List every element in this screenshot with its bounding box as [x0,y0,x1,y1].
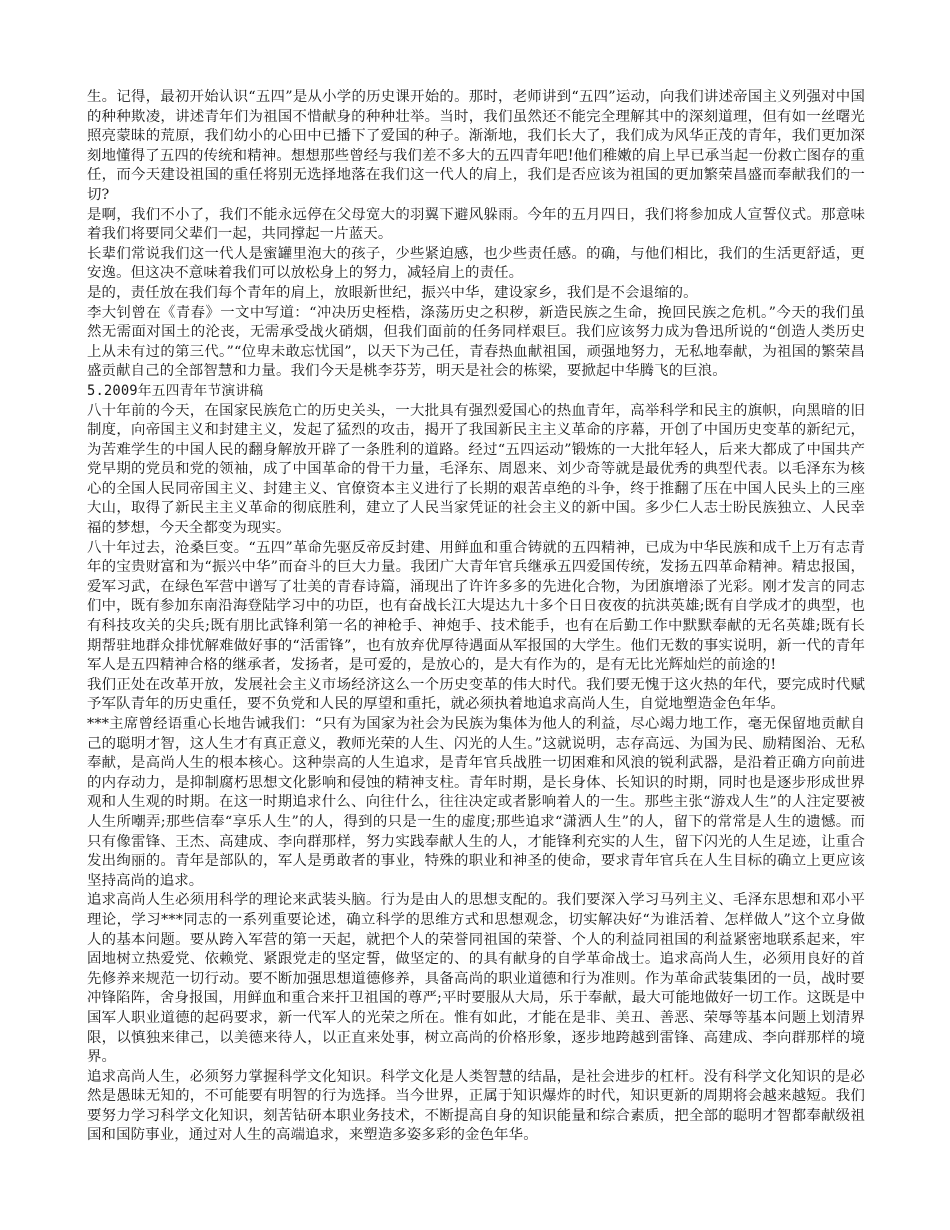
section-heading: 5.2009年五四青年节演讲稿 [87,382,264,399]
paragraph: 是的，责任放在我们每个青年的肩上，放眼新世纪，振兴中华，建设家乡，我们是不会退缩的。 [87,284,698,301]
paragraph: 生。记得，最初开始认识“五四”是从小学的历史课开始的。那时，老师讲到“五四”运动，向我们讲述帝国主义列强对中国的种种欺凌，讲述青年们为祖国不惜献身的种种壮举。当时，我们虽然还不能完全理解其中的深刻道理，但有如一丝曙光照亮蒙昧的荒原，我们幼小的心田中已播下了爱国的种子。渐渐地，我们长大了，我们成为风华正茂的青年，我们更加深刻地懂得了五四的传统和精神。想想那些曾经与我们差不多大的五四青年吧!他们稚嫩的肩上早已承当起一份救亡图存的重任，而今天建设祖国的重任将别无选择地落在我们这一代人的肩上，我们是否应该为祖国的更加繁荣昌盛而奉献我们的一切? [87,89,865,203]
paragraph: 是啊，我们不小了，我们不能永远停在父母宽大的羽翼下避风躲雨。今年的五月四日，我们将参加成人宣誓仪式。那意味着我们将要同父辈们一起，共同撑起一片蓝天。 [87,206,865,243]
document-body [87,88,865,1146]
paragraph: 追求高尚人生，必须努力掌握科学文化知识。科学文化是人类智慧的结晶，是社会进步的杠杆。没有科学文化知识的是必然是愚昧无知的，不可能要有明智的行为选择。当今世界，正属于知识爆炸的时代，知识更新的周期将会越来越短。我们要努力学习科学文化知识，刻苦钻研本职业务技术，不断提高自身的知识能量和综合素质，把全部的聪明才智都奉献级祖国和国防事业，通过对人生的高端追求，来塑造多姿多彩的金色年华。 [87,1068,865,1144]
paragraph: 八十年前的今天，在国家民族危亡的历史关头，一大批具有强烈爱国心的热血青年，高举科学和民主的旗帜，向黑暗的旧制度，向帝国主义和封建主义，发起了猛烈的攻击，揭开了我国新民主主义革命的序幕，开创了中国历史变革的新纪元，为苦难学生的中国人民的翻身解放开辟了一条胜利的道路。经过“五四运动”锻炼的一大批年轻人，后来大都成了中国共产党早期的党员和党的领袖，成了中国革命的骨干力量，毛泽东、周恩来、刘少奇等就是最优秀的典型代表。以毛泽东为核心的全国人民同帝国主义、封建主义、官僚资本主义进行了长期的艰苦卓绝的斗争，终于推翻了压在中国人民头上的三座大山，取得了新民主主义革命的彻底胜利，建立了人民当家凭证的社会主义的新中国。多少仁人志士盼民族独立、人民幸福的梦想，今天全都变为现实。 [87,402,865,537]
paragraph: 追求高尚人生必须用科学的理论来武装头脑。行为是由人的思想支配的。我们要深入学习马列主义、毛泽东思想和邓小平理论，学习***同志的一系列重要论述，确立科学的思维方式和思想观念，切实解决好“为谁活着、怎样做人”这个立身做人的基本问题。要从跨入军营的第一天起，就把个人的荣誉同祖国的荣誉、个人的利益同祖国的利益紧密地联系起来，牢固地树立热爱党、依赖党、紧跟党走的坚定誓，做坚定的、的具有献身的自学革命战士。追求高尚人生，必须用良好的首先修养来规范一切行动。要不断加强思想道德修养，具备高尚的职业道德和行为准则。作为革命武装集团的一员，战时要冲锋陷阵，舍身报国，用鲜血和重合来扞卫祖国的尊严;平时要服从大局，乐于奉献，最大可能地做好一切工作。这既是中国军人职业道德的起码要求，新一代军人的光荣之所在。惟有如此，才能在是非、美丑、善恶、荣辱等基本问题上划清界限，以慎独来律己，以美德来待人，以正直来处事，树立高尚的价格形象，逐步地跨越到雷锋、高建成、李向群那样的境界。 [87,892,865,1066]
paragraph: 长辈们常说我们这一代人是蜜罐里泡大的孩子，少些紧迫感，也少些责任感。的确，与他们相比，我们的生活更舒适，更安逸。但这决不意味着我们可以放松身上的努力，减轻肩上的责任。 [87,245,865,282]
paragraph: 李大钊曾在《青春》一文中写道：“冲决历史桎梏，涤荡历史之积秽，新造民族之生命，挽回民族之危机。”今天的我们虽然无需面对国土的沦丧，无需承受战火硝烟，但我们面前的任务同样艰巨。我们应该努力成为鲁迅所说的“创造人类历史上从未有过的第三代。”“位卑未敢忘忧国”，以天下为己任，青春热血献祖国，顽强地努力，无私地奉献，为祖国的繁荣昌盛贡献自己的全部智慧和力量。我们今天是桃李芬芳，明天是社会的栋梁，要掀起中华腾飞的巨浪。 [87,304,865,380]
paragraph: ***主席曾经语重心长地告诫我们：“只有为国家为社会为民族为集体为他人的利益，尽心竭力地工作，毫无保留地贡献自己的聪明才智，这人生才有真正意义，教师光荣的人生、闪光的人生。”这就说明，志存高远、为国为民、励精图治、无私奉献，是高尚人生的根本核心。这种崇高的人生追求，是青年官兵战胜一切困难和风浪的锐利武器，是沿着正确方向前进的内存动力，是抑制腐朽思想文化影响和侵蚀的精神支柱。青年时期，是长身体、长知识的时期，同时也是逐步形成世界观和人生观的时期。在这一时期追求什么、向往什么，往往决定或者影响着人的一生。那些主张“游戏人生”的人注定要被人生所嘲弄;那些信奉“享乐人生”的人，得到的只是一生的虚度;那些追求“潇洒人生”的人，留下的常常是人生的遗憾。而只有像雷锋、王杰、高建成、李向群那样，努力实践奉献人生的人，才能锋利充实的人生，留下闪光的人生足迹，让重合发出绚丽的。青年是部队的，军人是勇敢者的事业，特殊的职业和神圣的使命，要求青年官兵在人生目标的确立上更应该坚持高尚的追求。 [87,716,865,889]
paragraph: 我们正处在改革开放，发展社会主义市场经济这么一个历史变革的伟大时代。我们要无愧于这火热的年代，要完成时代赋予军队青年的历史重任，要不负党和人民的厚望和重托，就必须执着地追求高尚人生，自觉地塑造金色年华。 [87,676,865,713]
paragraph: 八十年过去，沧桑巨变。“五四”革命先驱反帝反封建、用鲜血和重合铸就的五四精神，已成为中华民族和成千上万有志青年的宝贵财富和为“振兴中华”而奋斗的巨大力量。我团广大青年官兵继承五四爱国传统，发扬五四革命精神。精忠报国，爱军习武，在绿色军营中谱写了壮美的青春诗篇，涌现出了许许多多的先进化合物，为团旗增添了光彩。刚才发言的同志们中，既有参加东南沿海登陆学习中的功臣，也有奋战长江大堤达九十多个日日夜夜的抗洪英雄;既有自学成才的典型，也有科技攻关的尖兵;既有朋比武锋利第一名的神枪手、神炮手、技术能手，也有在后勤工作中默默奉献的无名英雄;既有长期帮驻地群众排忧解难做好事的“活雷锋”，也有放弃优厚待遇面从军报国的大学生。他们无数的事实说明，新一代的青年军人是五四精神合格的继承者，发扬者，是可爱的，是放心的，是大有作为的，是有无比光辉灿烂的前途的! [87,539,865,674]
